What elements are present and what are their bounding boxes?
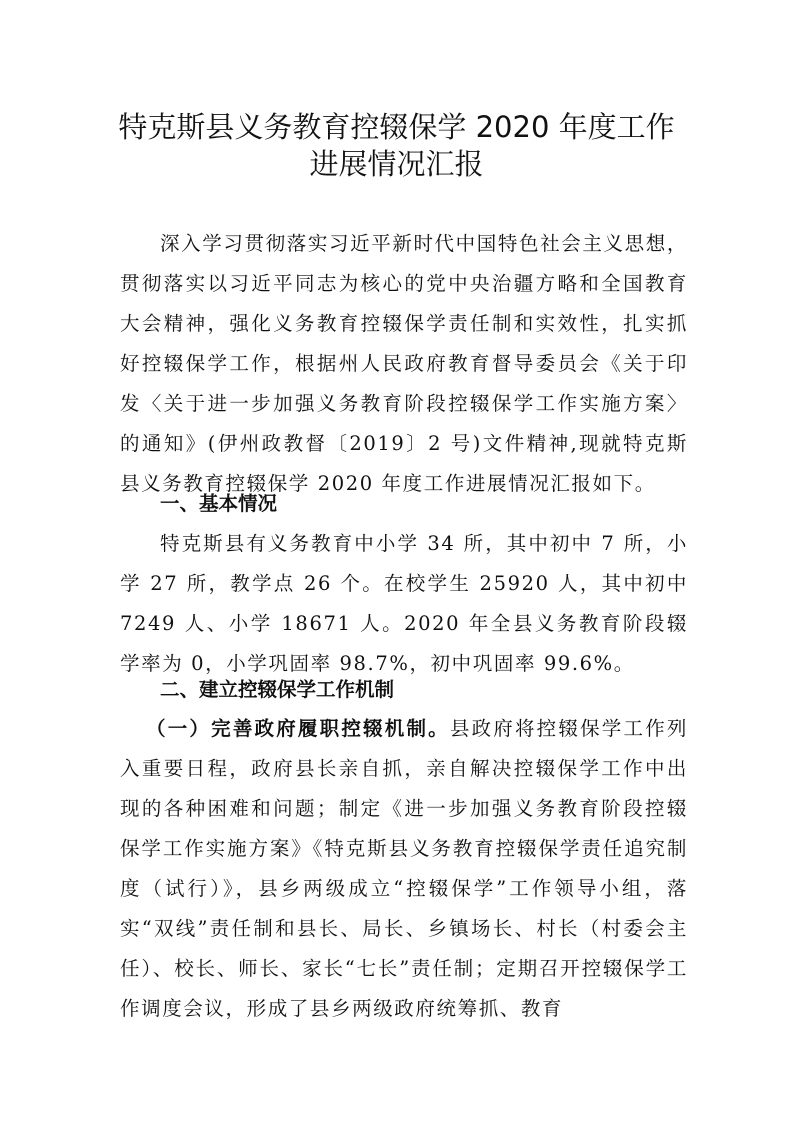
section-1-paragraph: 特克斯县有义务教育中小学 34 所，其中初中 7 所，小学 27 所，教学点 26 个。在校学生 25920 人，其中初中 7249 人、小学 18671 人。2020 年全县义务教育阶段辍学率为 0，小学巩固率 98.7%，初中巩固率 99.6%。 — [120, 532, 688, 675]
subsection-1-paragraph — [120, 709, 688, 1029]
subsection-1-lead: （一）完善政府履职控辍机制。 — [146, 717, 450, 740]
section-2-heading: 二、建立控辍保学工作机制 — [160, 678, 395, 701]
document-title-line-1: 特克斯县义务教育控辍保学 2020 年度工作 — [118, 110, 675, 144]
section-1-heading: 一、基本情况 — [160, 492, 278, 515]
document-title-line-2: 进展情况汇报 — [309, 147, 484, 181]
intro-paragraph: 深入学习贯彻落实习近平新时代中国特色社会主义思想，贯彻落实以习近平同志为核心的党中央治疆方略和全国教育大会精神，强化义务教育控辍保学责任制和实效性，扎实抓好控辍保学工作，根据州人民政府教育督导委员会《关于印发〈关于进一步加强义务教育阶段控辍保学工作实施方案〉的通知》(伊州政教督〔2019〕2 号)文件精神,现就特克斯县义务教育控辍保学 2020 年度工作进展情况汇报如下。 — [120, 232, 688, 495]
subsection-1-text: 县政府将控辍保学工作列入重要日程，政府县长亲自抓，亲自解决控辍保学工作中出现的各种困难和问题；制定《进一步加强义务教育阶段控辍保学工作实施方案》《特克斯县义务教育控辍保学责任追究制度（试行）》，县乡两级成立“控辍保学”工作领导小组，落实“双线”责任制和县长、局长、乡镇场长、村长（村委会主任）、校长、师长、家长“七长”责任制；定期召开控辍保学工作调度会议，形成了县乡两级政府统筹抓、教育 — [120, 717, 688, 1020]
